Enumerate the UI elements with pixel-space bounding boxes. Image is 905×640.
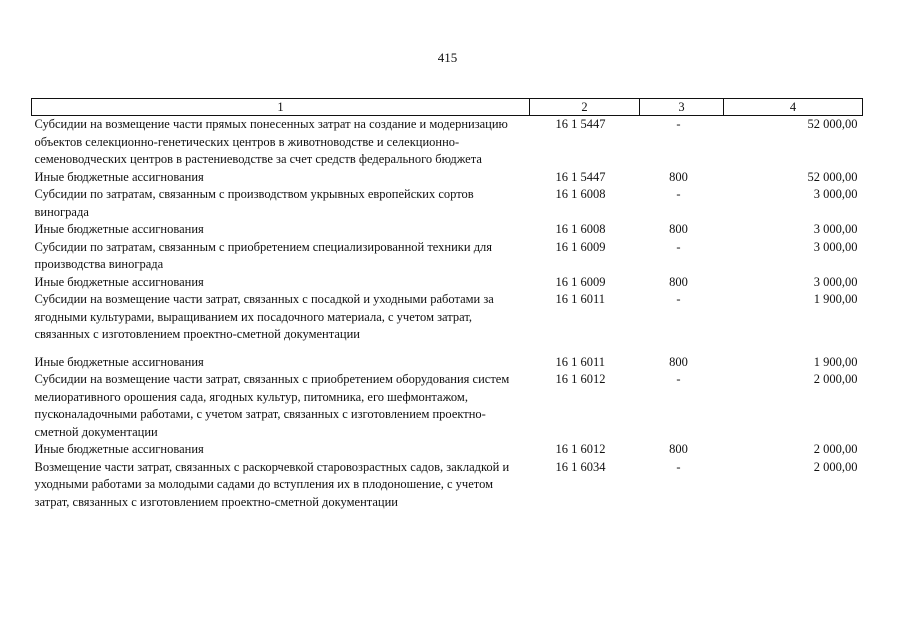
table-row bbox=[32, 221, 863, 239]
row-code: 16 1 6008 bbox=[555, 222, 606, 236]
table-row bbox=[32, 291, 863, 354]
row-amount: 3 000,00 bbox=[813, 274, 858, 289]
row-amount: 2 000,00 bbox=[813, 372, 858, 386]
row-code: 16 1 6034 bbox=[555, 459, 606, 474]
row-amount: 3 000,00 bbox=[813, 239, 858, 254]
row-type: - bbox=[676, 459, 681, 474]
row-amount: 3 000,00 bbox=[813, 222, 858, 236]
row-name: Возмещение части затрат, связанных с раскорчевкой старовозрастных садов, закладкой и уходными работами за молодыми садами до вступления их в плодоношение, с учетом затрат, связанных с изготовлением проектно-сметной документации bbox=[34, 459, 510, 509]
column-header-3: 3 bbox=[640, 99, 724, 116]
row-name: Субсидии на возмещение части затрат, связанных с приобретением оборудования систем мелиоративного орошения сада, ягодных культур, питомника, его шефмонтажом, пусконаладочными работами, с учетом затрат, связанных с изготовлением проектно-сметной документации bbox=[34, 372, 510, 439]
row-code: 16 1 6011 bbox=[555, 292, 606, 306]
row-name: Иные бюджетные ассигнования bbox=[34, 274, 204, 289]
row-type: - bbox=[676, 187, 681, 201]
row-type: - bbox=[676, 239, 681, 254]
row-amount: 52 000,00 bbox=[807, 169, 858, 184]
row-type: 800 bbox=[669, 274, 688, 289]
row-code: 16 1 6011 bbox=[555, 354, 606, 369]
table-row bbox=[32, 354, 863, 372]
row-name: Субсидии по затратам, связанным с производством укрывных европейских сортов винограда bbox=[34, 187, 474, 219]
row-name: Иные бюджетные ассигнования bbox=[34, 442, 204, 456]
page-number: 415 bbox=[437, 50, 458, 65]
table-row bbox=[32, 186, 863, 221]
row-amount: 1 900,00 bbox=[813, 354, 858, 369]
table-row bbox=[32, 116, 863, 169]
table-row bbox=[32, 371, 863, 441]
table-header-row bbox=[32, 99, 863, 116]
row-code: 16 1 6012 bbox=[555, 442, 606, 456]
row-type: 800 bbox=[669, 169, 688, 184]
row-amount: 2 000,00 bbox=[813, 442, 858, 456]
row-code: 16 1 6009 bbox=[555, 239, 606, 254]
row-type: 800 bbox=[669, 442, 688, 456]
row-name: Иные бюджетные ассигнования bbox=[34, 354, 204, 369]
row-amount: 3 000,00 bbox=[813, 187, 858, 201]
table-row bbox=[32, 169, 863, 187]
row-code: 16 1 6009 bbox=[555, 274, 606, 289]
row-type: - bbox=[676, 372, 681, 386]
row-type: 800 bbox=[669, 354, 688, 369]
column-header-2: 2 bbox=[530, 99, 640, 116]
row-type: - bbox=[676, 117, 681, 131]
row-name: Субсидии на возмещение части затрат, связанных с посадкой и уходными работами за ягодными культурами, выращиванием их посадочного материала, с учетом затрат, связанных с изготовлением проектно-сметной документации bbox=[34, 292, 494, 341]
table-row bbox=[32, 239, 863, 274]
column-header-4: 4 bbox=[724, 99, 863, 116]
table-row bbox=[32, 459, 863, 512]
row-name: Иные бюджетные ассигнования bbox=[34, 222, 204, 236]
column-header-1: 1 bbox=[32, 99, 530, 116]
table-row bbox=[32, 274, 863, 292]
row-code: 16 1 6012 bbox=[555, 372, 606, 386]
table-row bbox=[32, 441, 863, 459]
row-name: Иные бюджетные ассигнования bbox=[34, 169, 204, 184]
budget-table bbox=[31, 98, 863, 511]
row-type: 800 bbox=[669, 222, 688, 236]
row-code: 16 1 5447 bbox=[555, 117, 606, 131]
row-amount: 52 000,00 bbox=[807, 117, 858, 131]
row-name: Субсидии на возмещение части прямых понесенных затрат на создание и модернизацию объектов селекционно-генетических центров в животноводстве и селекционно-семеноводческих центров в растениеводстве за счет средств федерального бюджета bbox=[34, 117, 508, 166]
row-amount: 1 900,00 bbox=[813, 292, 858, 306]
row-amount: 2 000,00 bbox=[813, 459, 858, 474]
row-type: - bbox=[676, 292, 681, 306]
row-code: 16 1 5447 bbox=[555, 169, 606, 184]
row-name: Субсидии по затратам, связанным с приобретением специализированной техники для производства винограда bbox=[34, 239, 493, 271]
row-code: 16 1 6008 bbox=[555, 187, 606, 201]
